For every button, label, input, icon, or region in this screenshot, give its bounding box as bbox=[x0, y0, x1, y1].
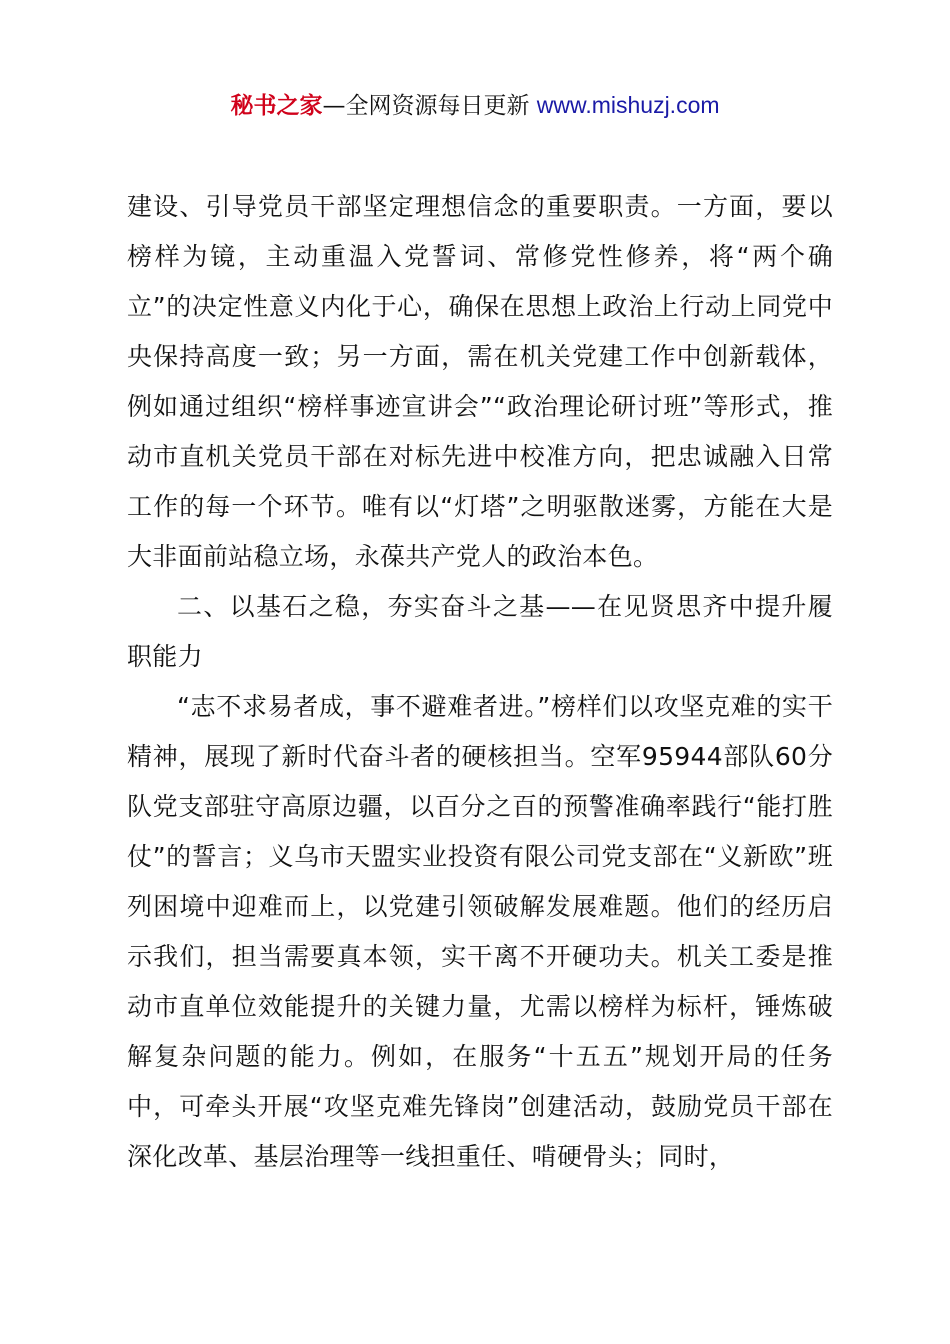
site-url-link[interactable]: www.mishuzj.com bbox=[536, 92, 720, 118]
paragraph-continuation: 建设、引导党员干部坚定理想信念的重要职责。一方面，要以榜样为镜，主动重温入党誓词、常修党性修养，将“两个确立”的决定性意义内化于心，确保在思想上政治上行动上同党中央保持高度一致；另一方面，需在机关党建工作中创新载体，例如通过组织“榜样事迹宣讲会”“政治理论研讨班”等形式，推动市直机关党员干部在对标先进中校准方向，把忠诚融入日常工作的每一个环节。唯有以“灯塔”之明驱散迷雾，方能在大是大非面前站稳立场，永葆共产党人的政治本色。 bbox=[127, 192, 833, 571]
site-tagline: —全网资源每日更新 bbox=[322, 93, 530, 119]
paragraph-role-models: “志不求易者成，事不避难者进。”榜样们以攻坚克难的实干精神，展现了新时代奋斗者的硬核担当。空军95944部队60分队党支部驻守高原边疆，以百分之百的预警准确率践行“能打胜仗”的誓言；义乌市天盟实业投资有限公司党支部在“义新欧”班列困境中迎难而上，以党建引领破解发展难题。他们的经历启示我们，担当需要真本领，实干离不开硬功夫。机关工委是推动市直单位效能提升的关键力量，尤需以榜样为标杆，锤炼破解复杂问题的能力。例如，在服务“十五五”规划开局的任务中，可牵头开展“攻坚克难先锋岗”创建活动，鼓励党员干部在深化改革、基层治理等一线担重任、啃硬骨头；同时， bbox=[127, 692, 833, 1171]
site-header bbox=[0, 88, 950, 123]
document-body bbox=[127, 182, 833, 1182]
section-heading: 二、以基石之稳，夯实奋斗之基——在见贤思齐中提升履职能力 bbox=[127, 592, 833, 671]
site-brand: 秘书之家 bbox=[230, 93, 323, 119]
